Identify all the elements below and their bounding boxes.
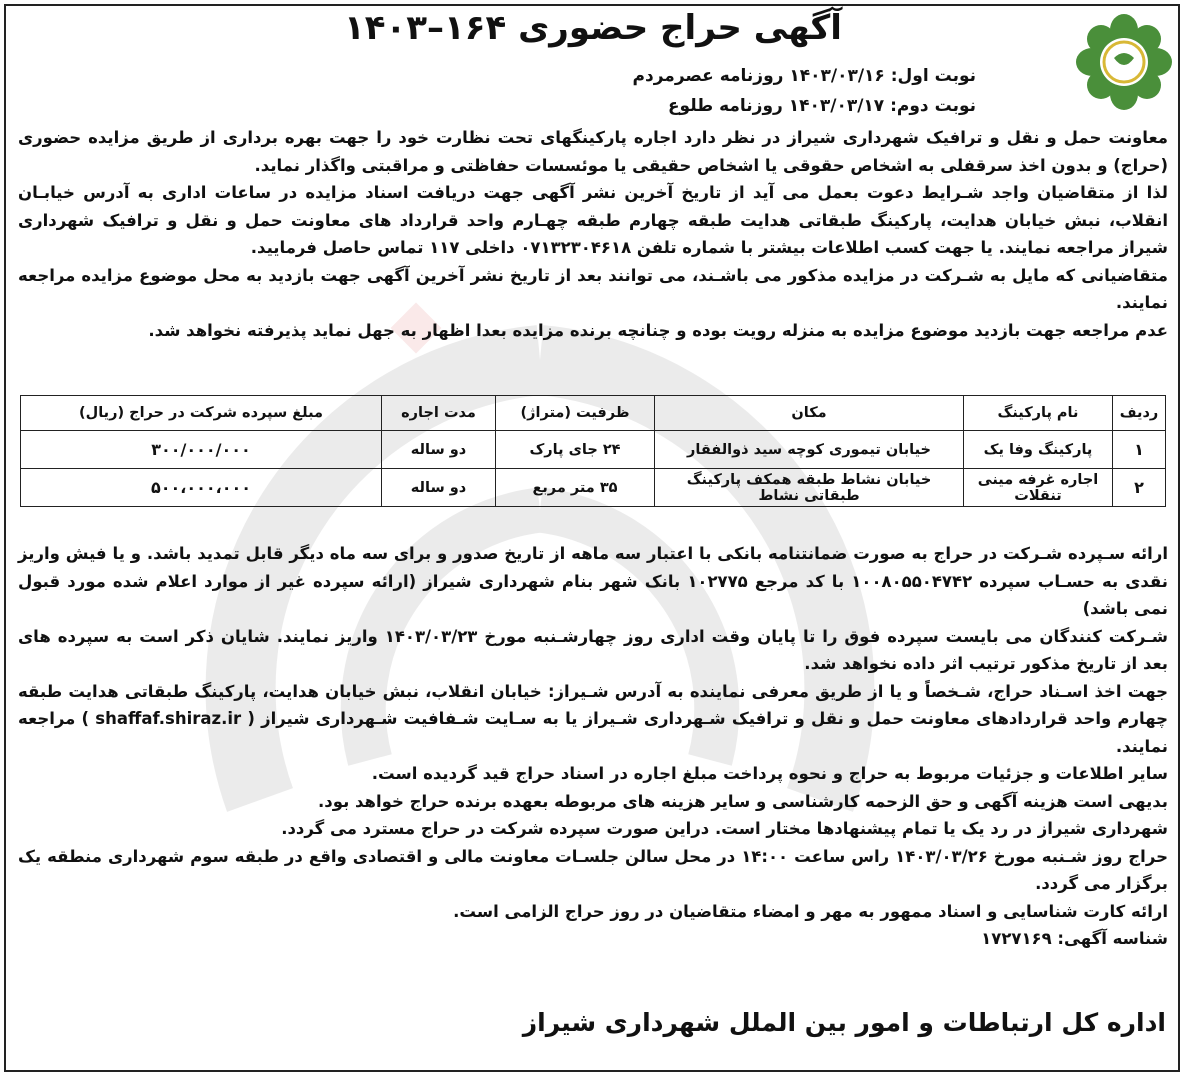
cell-parking-name: پارکینگ وفا یک: [964, 431, 1113, 469]
header-rent-duration: مدت اجاره: [382, 396, 496, 431]
header-parking-name: نام پارکینگ: [964, 396, 1113, 431]
intro-paragraphs: [18, 124, 1168, 344]
paragraph: بدیهی است هزینه آگهی و حق الزحمه کارشناسی و سایر هزینه های مربوطه بعهده برنده حراج خواهد بود.: [318, 791, 1168, 811]
cell-row-number: ۲: [1113, 469, 1166, 507]
paragraph: شهرداری شیراز در رد یک یا تمام پیشنهادها مختار است. دراین صورت سپرده شرکت در حراج مسترد می گردد.: [281, 819, 1168, 838]
header-location: مکان: [655, 396, 964, 431]
notice-title: آگهی حراج حضوری ۱۶۴–۱۴۰۳: [344, 8, 842, 48]
header-deposit-amount: مبلغ سپرده شرکت در حراج (ریال): [21, 396, 382, 431]
cell-capacity: ۲۴ جای پارک: [496, 431, 655, 469]
terms-paragraphs: [18, 540, 1168, 953]
paragraph: جهت اخذ اسـناد حراج، شـخصاً و یا از طریق معرفی نماینده به آدرس شـیراز: خیابان انقلاب، نبش خیابان هدایت، پارکینگ طبقاتی هدایت طبقه چهارم واحد قراردادهای معاونت حمل و نقل و ترافیک شـهرداری شـیراز یا به سـایت شـفافیت شـهرداری شیراز ( shaffaf.shiraz.ir ) مراجعه نمایند.: [18, 681, 1168, 756]
header-row-number: ردیف: [1113, 396, 1166, 431]
cell-parking-name: اجاره غرفه مینی تنقلات: [964, 469, 1113, 507]
header-capacity: ظرفیت (متراژ): [496, 396, 655, 431]
cell-deposit-amount: ۵۰۰،۰۰۰،۰۰۰: [21, 469, 382, 507]
paragraph: ارائه کارت شناسایی و اسناد ممهور به مهر و امضاء متقاضیان در روز حراج الزامی است.: [453, 901, 1168, 921]
paragraph: عدم مراجعه جهت بازدید موضوع مزایده به منزله رویت بوده و چنانچه برنده مزایده بعدا اظهار به جهل نماید پذیرفته نخواهد شد.: [148, 320, 1168, 340]
cell-rent-duration: دو ساله: [382, 469, 496, 507]
notice-id: شناسه آگهی: ۱۷۲۷۱۶۹: [981, 929, 1168, 948]
cell-deposit-amount: ۳۰۰/۰۰۰/۰۰۰: [21, 431, 382, 469]
paragraph: لذا از متقاضیان واجد شـرایط دعوت بعمل می آید از تاریخ آخرین نشر آگهی جهت دریافت اسناد مزایده در ساعات اداری به آدرس خیابـان انقلاب، نبش خیابان هدایت، پارکینگ طبقاتی هدایت طبقه چهارم طبقه چهـارم واحد قرارداد های معاونت حمل و نقل و ترافیک شهرداری شیراز مراجعه نمایند. یا جهت کسب اطلاعات بیشتر با شماره تلفن ۰۷۱۳۲۳۰۴۶۱۸ داخلی ۱۱۷ تماس حاصل فرمایید.: [18, 183, 1168, 257]
paragraph: متقاضیانی که مایل به شـرکت در مزایده مذکور می باشـند، می توانند بعد از تاریخ نشر آخرین آگهی جهت بازدید به محل موضوع مزایده مراجعه نمایند.: [18, 265, 1168, 312]
cell-location: خیابان تیموری کوچه سید ذوالفقار: [655, 431, 964, 469]
auction-items-table: [20, 395, 1166, 507]
paragraph: سایر اطلاعات و جزئیات مربوط به حراج و نحوه پرداخت مبلغ اجاره در اسناد حراج قید گردیده است.: [371, 764, 1168, 783]
second-publication: نوبت دوم: ۱۴۰۳/۰۳/۱۷ روزنامه طلوع: [667, 96, 976, 116]
cell-location: خیابان نشاط طبقه همکف پارکینگ طبقاتی نشاط: [655, 469, 964, 507]
cell-capacity: ۳۵ متر مربع: [496, 469, 655, 507]
table-row: [21, 469, 1166, 507]
issuer-signature: اداره کل ارتباطات و امور بین الملل شهرداری شیراز: [522, 1008, 1166, 1037]
table-header-row: [21, 396, 1166, 431]
first-publication: نوبت اول: ۱۴۰۳/۰۳/۱۶ روزنامه عصرمردم: [632, 66, 976, 86]
paragraph: ارائه سـپرده شـرکت در حراج به صورت ضمانتنامه بانکی با اعتبار سه ماهه از تاریخ صدور و برای سه ماه دیگر قابل تمدید باشد. و یا فیش واریز نقدی به حسـاب سپرده ۱۰۰۸۰۵۵۰۴۷۴۲ با کد مرجع ۱۰۲۷۷۵ بانک شهر بنام شهرداری شیراز (ارائه سپرده غیر از موارد اعلام شده مورد قبول نمی باشد): [18, 544, 1168, 618]
paragraph: معاونت حمل و نقل و ترافیک شهرداری شیراز در نظر دارد اجاره پارکینگهای تحت نظارت خود را جهت بهره برداری از طریق مزایده حضوری (حراج) و بدون اخذ سرقفلی به اشخاص حقوقی یا اشخاص حقیقی یا موئسسات حفاظتی و مراقبتی واگذار نماید.: [18, 128, 1168, 175]
cell-rent-duration: دو ساله: [382, 431, 496, 469]
paragraph: حراج روز شـنبه مورخ ۱۴۰۳/۰۳/۲۶ راس ساعت ۱۴:۰۰ در محل سالن جلسـات معاونت مالی و اقتصادی واقع در طبقه سوم شهرداری منطقه یک برگزار می گردد.: [18, 846, 1168, 893]
cell-row-number: ۱: [1113, 431, 1166, 469]
paragraph: شـرکت کنندگان می بایست سپرده فوق را تا پایان وقت اداری روز چهارشـنبه مورخ ۱۴۰۳/۰۳/۲۳ واریز نمایند. شایان ذکر است به سپرده های بعد از تاریخ مذکور ترتیب اثر داده نخواهد شد.: [18, 626, 1168, 673]
table-row: [21, 431, 1166, 469]
